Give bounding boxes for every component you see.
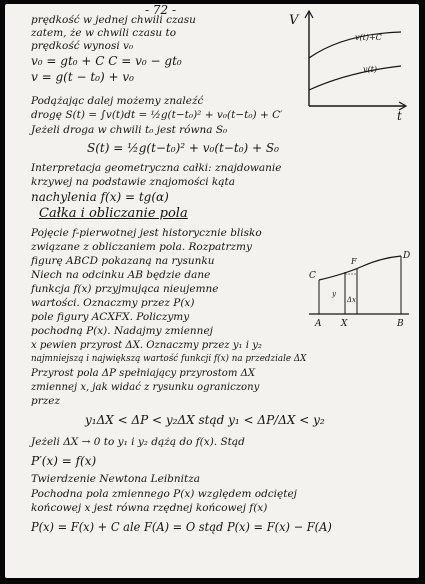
strip [345, 274, 357, 314]
function-curve [319, 256, 401, 280]
label: y [332, 290, 336, 298]
text-line: Interpretacja geometryczna całki: znajdowanie [31, 162, 282, 174]
text-line: Przyrost pola ΔP spełniający przyrostom ΔX [31, 367, 256, 379]
text-line: końcowej x jest równa rzędnej końcowej f(x) [31, 502, 268, 514]
label: Δx [347, 296, 357, 304]
text-line: Twierdzenie Newtona Leibnitza [31, 473, 201, 485]
text-line: pochodną P(x). Nadajmy zmiennej [31, 325, 213, 337]
text-line: x pewien przyrost ΔX. Oznaczmy przez y₁ i y₂ [31, 339, 262, 351]
text-line: zatem, że w chwili czasu to [31, 27, 177, 39]
text-line: Niech na odcinku AB będzie dane [31, 269, 211, 281]
notebook-page [5, 4, 419, 578]
text-line: zmiennej x, jak widać z rysunku ograniczony [31, 381, 260, 393]
x-axis-label: t [397, 109, 402, 123]
curve-lower [309, 66, 401, 90]
text-line: krzywej na podstawie znajomości kąta [31, 176, 236, 188]
equation-line: S(t) = ½g(t−t₀)² + v₀(t−t₀) + S₀ [87, 141, 279, 155]
equation-line: v₀ = gt₀ + C C = v₀ − gt₀ [31, 54, 182, 68]
text-line: Jeżeli droga w chwili t₀ jest równa S₀ [31, 124, 228, 136]
text-line: związane z obliczaniem pola. Rozpatrzmy [31, 241, 252, 253]
text-line: wartości. Oznaczmy przez P(x) [31, 297, 195, 309]
text-line: Pojęcie f-pierwotnej jest historycznie blisko [31, 227, 262, 239]
y-axis-label: V [289, 13, 299, 28]
section-heading: Całka i obliczanie pola [39, 206, 188, 221]
text-line: przez [31, 395, 61, 407]
label: F [351, 257, 357, 266]
label: D [403, 251, 411, 261]
text-line: Jeżeli ΔX → 0 to y₁ i y₂ dążą do f(x). Stąd [31, 436, 245, 448]
text-line: prędkość w jednej chwili czasu [31, 14, 196, 26]
label: X [341, 319, 348, 329]
equation-line: v = g(t − t₀) + v₀ [31, 70, 134, 84]
page-number: - 72 - [145, 3, 177, 17]
text-line: Pochodna pola zmiennego P(x) względem odciętej [31, 488, 297, 500]
text-line: Podążając dalej możemy znaleźć [31, 95, 204, 107]
equation-line: y₁ΔX < ΔP < y₂ΔX stąd y₁ < ΔP/ΔX < y₂ [85, 413, 325, 427]
curve-lower-label: v(t) [363, 65, 377, 74]
curve-upper-label: v(t)+C [355, 33, 382, 42]
equation-line: nachylenia f(x) = tg(α) [31, 190, 169, 204]
label: C [309, 271, 316, 281]
velocity-graph [289, 6, 413, 123]
text-line: pole figury ACXFX. Policzymy [31, 311, 190, 323]
text-line: najmniejszą i największą wartość funkcji f(x) na przedziale ΔX [31, 353, 307, 364]
equation-line: drogę S(t) = ∫v(t)dt = ½g(t−t₀)² + v₀(t−t₀) + C′ [31, 109, 283, 121]
text-line: funkcja f(x) przyjmująca nieujemne [31, 283, 219, 295]
text-line: figurę ABCD pokazaną na rysunku [31, 255, 215, 267]
label: A [315, 319, 322, 329]
label: B [397, 319, 404, 329]
equation-line: P(x) = F(x) + C ale F(A) = O stąd P(x) = F(x) − F(A) [31, 520, 332, 534]
text-line: prędkość wynosi v₀ [31, 40, 134, 52]
equation-line: P′(x) = f(x) [31, 454, 97, 468]
area-graph [305, 250, 415, 334]
